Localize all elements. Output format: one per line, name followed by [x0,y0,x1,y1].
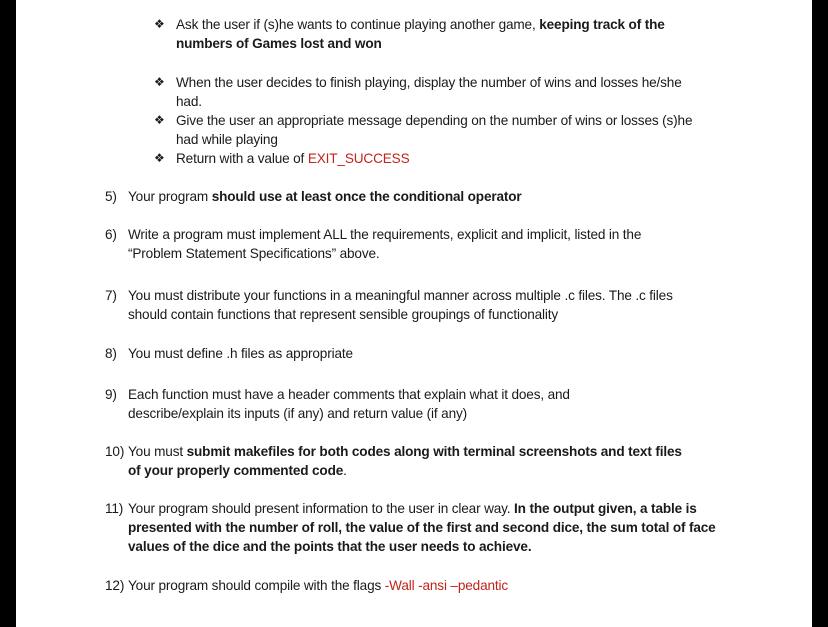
item-11-line-3: values of the dice and the points that the user needs to achieve. [128,539,532,554]
item-7-line-1: You must distribute your functions in a meaningful manner across multiple .c files. The .c files [128,288,673,303]
diamond-bullet-icon: ❖ [154,113,165,127]
item-9-line-2: describe/explain its inputs (if any) and return value (if any) [128,406,468,421]
item-number: 7) [105,288,117,303]
item-11-line-1: Your program should present information to the user in clear way. In the output given, a table is [128,501,697,516]
item-number: 10) [105,444,125,459]
item-8-text: You must define .h files as appropriate [128,346,353,361]
document-page [16,0,812,627]
item-number: 11) [105,501,124,516]
item-6-line-1: Write a program must implement ALL the requirements, explicit and implicit, listed in the [128,227,642,242]
item-5-text: Your program should use at least once the conditional operator [128,189,522,204]
bullet-3-line-1: Give the user an appropriate message depending on the number of wins or losses (s)he [176,113,693,128]
diamond-bullet-icon: ❖ [154,75,165,89]
item-number: 8) [105,346,117,361]
item-10-line-1: You must submit makefiles for both codes along with terminal screenshots and text files [128,444,682,459]
item-number: 9) [105,387,117,402]
bullet-2-line-2: had. [176,94,202,109]
item-11-line-2: presented with the number of roll, the value of the first and second dice, the sum total of face [128,520,716,535]
bullet-1-line-1: Ask the user if (s)he wants to continue playing another game, keeping track of the [176,17,665,32]
diamond-bullet-icon: ❖ [154,151,165,165]
item-10-line-2: of your properly commented code. [128,463,347,478]
item-number: 12) [105,578,125,593]
item-number: 6) [105,227,117,242]
item-12-text: Your program should compile with the flags -Wall -ansi –pedantic [128,578,509,593]
item-9-line-1: Each function must have a header comments that explain what it does, and [128,387,570,402]
item-6-line-2: “Problem Statement Specifications” above. [128,246,380,261]
bullet-3-line-2: had while playing [176,132,278,147]
bullet-4-line: Return with a value of EXIT_SUCCESS [176,151,410,166]
diamond-bullet-icon: ❖ [154,17,165,31]
item-7-line-2: should contain functions that represent sensible groupings of functionality [128,307,559,322]
bullet-1-line-2: numbers of Games lost and won [176,36,382,51]
bullet-2-line-1: When the user decides to finish playing, display the number of wins and losses he/she [176,75,682,90]
item-number: 5) [105,189,117,204]
